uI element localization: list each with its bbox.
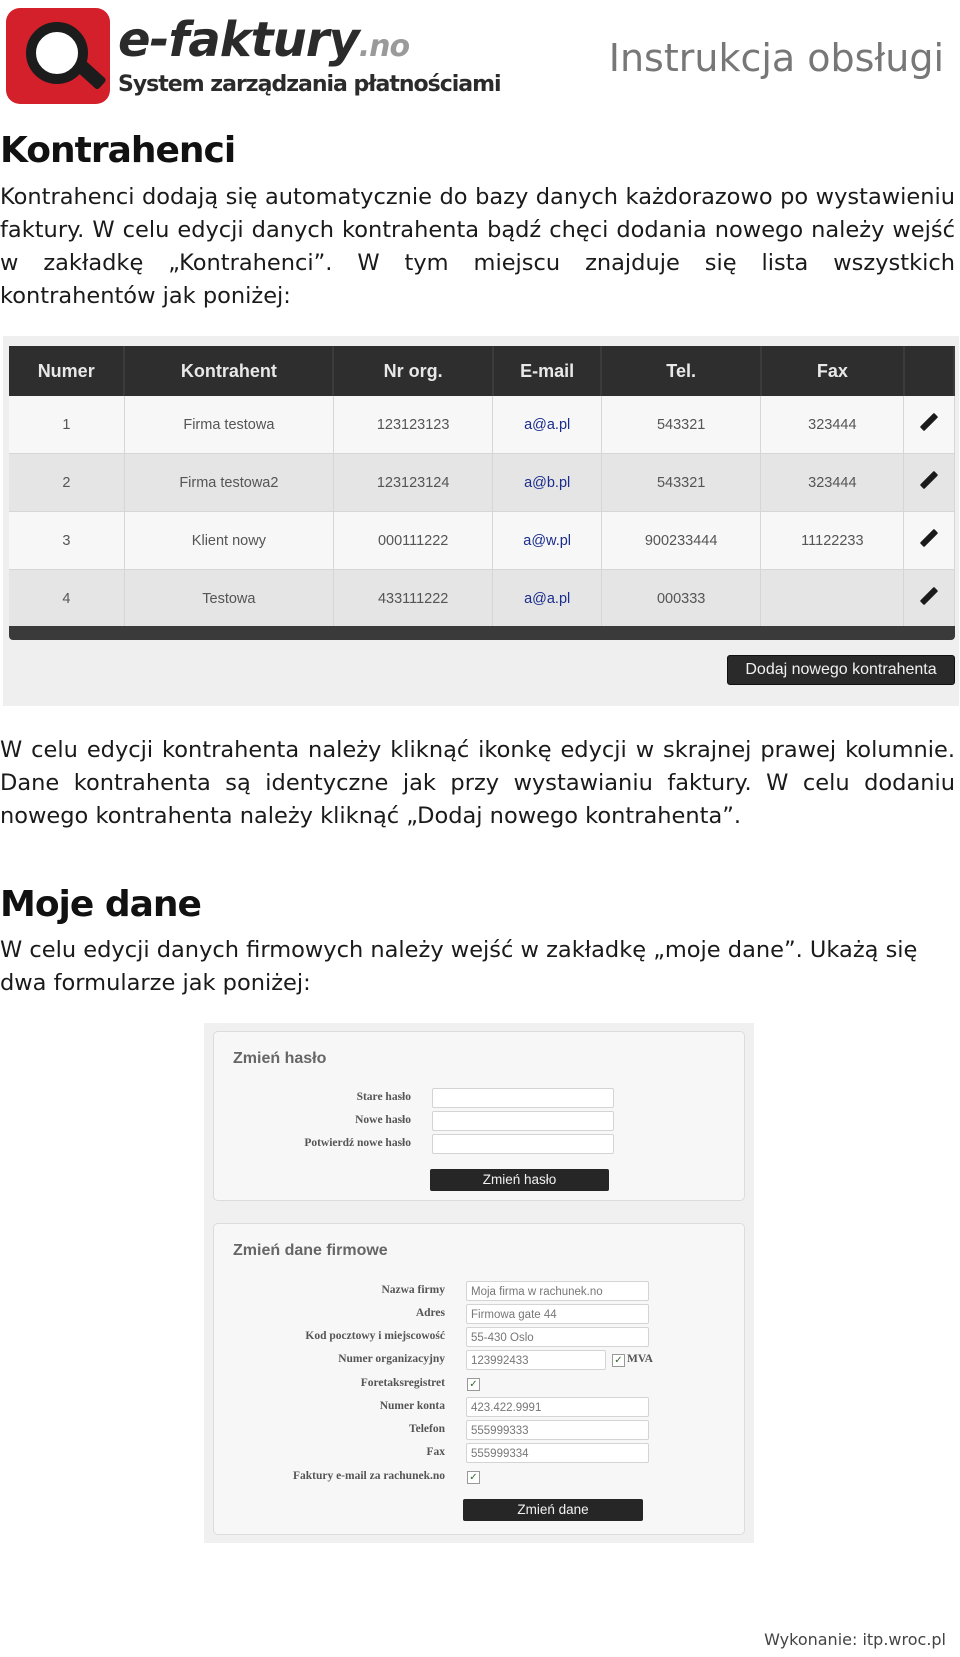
form-row-address — [214, 1304, 744, 1326]
foretaksregistret-label: Foretaksregistret — [360, 1377, 445, 1389]
mva-label: MVA — [627, 1353, 653, 1365]
cell-org-number: 000111222 — [333, 512, 493, 570]
cell-org-number: 433111222 — [333, 570, 493, 628]
cell-contractor: Testowa — [124, 570, 333, 628]
mva-checkbox[interactable]: ✓ — [612, 1354, 625, 1367]
form-row-account-number — [214, 1397, 744, 1419]
cell-edit — [904, 570, 954, 628]
my-data-heading: Moje dane — [0, 884, 201, 925]
table-row — [9, 570, 954, 628]
foretaksregistret-checkbox[interactable]: ✓ — [467, 1378, 480, 1391]
company-name-label: Nazwa firmy — [381, 1284, 445, 1296]
contractors-table — [9, 346, 955, 628]
cell-org-number: 123123123 — [333, 396, 493, 454]
address-label: Adres — [415, 1307, 445, 1319]
magnifier-logo-icon — [6, 8, 110, 104]
add-contractor-button[interactable]: Dodaj nowego kontrahenta — [727, 655, 955, 685]
form-row-company-name — [214, 1281, 744, 1303]
fax-label: Fax — [426, 1446, 445, 1458]
cell-number: 3 — [9, 512, 124, 570]
footer-credit: Wykonanie: itp.wroc.pl — [764, 1630, 946, 1649]
my-data-intro: W celu edycji danych firmowych należy wejść w zakładkę „moje dane”. Ukażą się dwa formularze jak poniżej: — [0, 937, 918, 996]
postcode-city-label: Kod pocztowy i miejscowość — [305, 1330, 445, 1342]
cell-email[interactable]: a@w.pl — [493, 512, 601, 570]
phone-input[interactable]: 555999333 — [466, 1420, 649, 1440]
form-row-confirm-password — [214, 1134, 744, 1156]
cell-phone: 900233444 — [601, 512, 761, 570]
pencil-icon[interactable] — [919, 587, 939, 607]
table-row — [9, 454, 954, 512]
table-row — [9, 396, 954, 454]
column-header-email[interactable]: E-mail — [493, 346, 601, 396]
address-input[interactable]: Firmowa gate 44 — [466, 1304, 649, 1324]
cell-edit — [904, 454, 954, 512]
org-number-label: Numer organizacyjny — [338, 1353, 445, 1365]
cell-email[interactable]: a@a.pl — [493, 396, 601, 454]
contractors-intro: Kontrahenci dodają się automatycznie do bazy danych każdorazowo po wystawieniu faktury. W celu edycji danych kontrahenta bądź chęci dodania nowego należy wejść w zakładkę „Kontrahenci”. W tym miejscu znajduje się lista wszystkich kontrahentów jak poniżej: — [0, 184, 955, 309]
change-password-panel — [213, 1031, 745, 1201]
cell-fax: 323444 — [761, 396, 904, 454]
form-row-email-invoices — [214, 1467, 744, 1489]
company-name-input[interactable]: Moja firma w rachunek.no — [466, 1281, 649, 1301]
table-header-row — [9, 346, 954, 396]
document-title: Instrukcja obsługi — [608, 36, 944, 80]
form-row-new-password — [214, 1111, 744, 1133]
pencil-icon[interactable] — [919, 529, 939, 549]
confirm-password-input[interactable] — [432, 1134, 614, 1154]
email-invoices-checkbox[interactable]: ✓ — [467, 1471, 480, 1484]
cell-fax: 11122233 — [761, 512, 904, 570]
contractors-table-screenshot — [3, 336, 959, 706]
forms-screenshot — [204, 1023, 754, 1543]
cell-fax — [761, 570, 904, 628]
email-invoices-label: Faktury e-mail za rachunek.no — [292, 1470, 445, 1482]
cell-edit — [904, 512, 954, 570]
old-password-label: Stare hasło — [356, 1091, 411, 1103]
new-password-input[interactable] — [432, 1111, 614, 1131]
company-data-panel — [213, 1223, 745, 1535]
logo-name: e-faktury.no — [118, 12, 410, 68]
fax-input[interactable]: 555999334 — [466, 1443, 649, 1463]
cell-org-number: 123123124 — [333, 454, 493, 512]
column-header-fax[interactable]: Fax — [761, 346, 904, 396]
table-row — [9, 512, 954, 570]
form-row-foretaksregistret — [214, 1374, 744, 1396]
form-row-phone — [214, 1420, 744, 1442]
form-row-postcode-city — [214, 1327, 744, 1349]
logo-tagline: System zarządzania płatnościami — [118, 72, 501, 97]
cell-edit — [904, 396, 954, 454]
cell-phone: 543321 — [601, 396, 761, 454]
postcode-city-input[interactable]: 55-430 Oslo — [466, 1327, 649, 1347]
company-data-title: Zmień dane firmowe — [233, 1242, 388, 1259]
contractors-heading: Kontrahenci — [0, 130, 236, 171]
cell-contractor: Firma testowa — [124, 396, 333, 454]
old-password-input[interactable] — [432, 1088, 614, 1108]
cell-contractor: Klient nowy — [124, 512, 333, 570]
contractors-outro: W celu edycji kontrahenta należy kliknąć ikonkę edycji w skrajnej prawej kolumnie. Dane kontrahenta są identyczne jak przy wystawianiu faktury. W celu dodaniu nowego kontrahenta należy kliknąć „Dodaj nowego kontrahenta”. — [0, 737, 955, 829]
form-row-org-number — [214, 1350, 744, 1372]
cell-number: 1 — [9, 396, 124, 454]
table-footer-bar — [9, 626, 955, 640]
account-number-input[interactable]: 423.422.9991 — [466, 1397, 649, 1417]
change-password-button[interactable]: Zmień hasło — [430, 1169, 609, 1191]
confirm-password-label: Potwierdź nowe hasło — [304, 1137, 411, 1149]
cell-fax: 323444 — [761, 454, 904, 512]
org-number-input[interactable]: 123992433 — [466, 1350, 606, 1370]
cell-phone: 000333 — [601, 570, 761, 628]
change-password-title: Zmień hasło — [233, 1050, 327, 1067]
pencil-icon[interactable] — [919, 413, 939, 433]
column-header-contractor[interactable]: Kontrahent — [124, 346, 333, 396]
cell-number: 4 — [9, 570, 124, 628]
column-header-phone[interactable]: Tel. — [601, 346, 761, 396]
column-header-number[interactable]: Numer — [9, 346, 124, 396]
cell-number: 2 — [9, 454, 124, 512]
cell-contractor: Firma testowa2 — [124, 454, 333, 512]
pencil-icon[interactable] — [919, 471, 939, 491]
column-header-org-number[interactable]: Nr org. — [333, 346, 493, 396]
cell-email[interactable]: a@b.pl — [493, 454, 601, 512]
cell-email[interactable]: a@a.pl — [493, 570, 601, 628]
phone-label: Telefon — [409, 1423, 445, 1435]
logo — [6, 6, 501, 106]
column-header-actions — [904, 346, 954, 396]
account-number-label: Numer konta — [379, 1400, 445, 1412]
change-company-data-button[interactable]: Zmień dane — [463, 1499, 643, 1521]
form-row-fax — [214, 1443, 744, 1465]
new-password-label: Nowe hasło — [355, 1114, 411, 1126]
cell-phone: 543321 — [601, 454, 761, 512]
form-row-old-password — [214, 1088, 744, 1110]
